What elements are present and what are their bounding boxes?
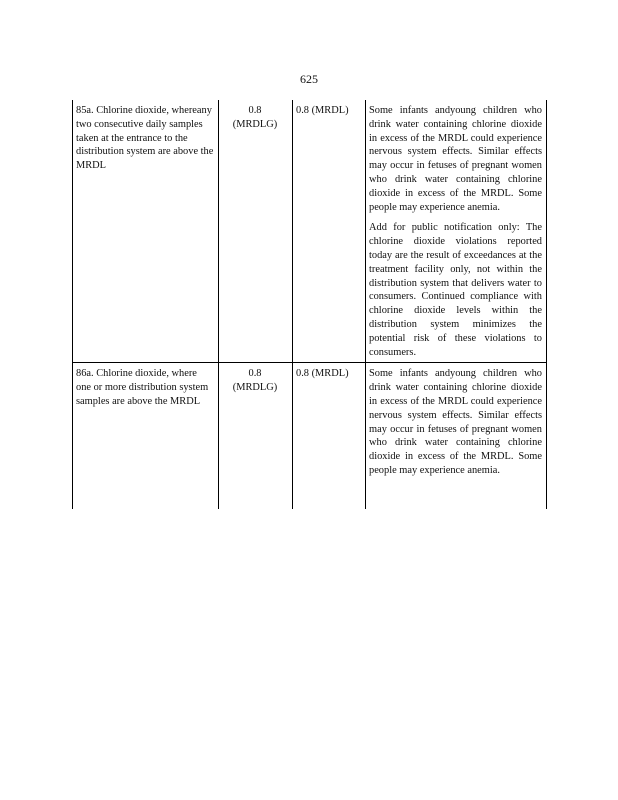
health-effects-cell (366, 100, 547, 363)
mrdlg-cell (219, 100, 293, 363)
table-row (73, 363, 547, 510)
mrdlg-value: 0.8 (248, 105, 262, 116)
table-row (73, 100, 547, 363)
mrdl-cell: 0.8 (MRDL) (293, 363, 366, 510)
health-effects-cell (366, 363, 547, 510)
contaminant-cell: 85a. Chlorine dioxide, whereany two consecutive daily samples taken at the entrance to the distribution system are above the MRDL (73, 100, 219, 363)
mrdl-cell: 0.8 (MRDL) (293, 100, 366, 363)
mrdlg-cell (219, 363, 293, 510)
public-notification-text: Add for public notification only: The chlorine dioxide violations reported today are the result of exceedances at the treatment facility only, not within the distribution system that delivers water to consumers. Continued compliance with chlorine dioxide levels within the distribution system minimizes the potential risk of these violations to consumers. (369, 222, 542, 358)
mrdlg-unit: (MRDLG) (232, 382, 278, 394)
mrdlg-value: 0.8 (248, 368, 262, 380)
health-effects-text: Some infants andyoung children who drink water containing chlorine dioxide in excess of the MRDL could experience nervous system effects. Similar effects may occur in fetuses of pregnant women who drink water containing chlorine dioxide in excess of the MRDL. Some people may experience anemia. (369, 368, 542, 476)
page-number: 625 (300, 72, 318, 86)
contaminant-table (72, 100, 547, 509)
contaminant-cell: 86a. Chlorine dioxide, where one or more distribution system samples are above the MRDL (73, 363, 219, 510)
health-effects-text: Some infants andyoung children who drink water containing chlorine dioxide in excess of the MRDL could experience nervous system effects. Similar effects may occur in fetuses of pregnant women who drink water containing chlorine dioxide in excess of the MRDL. Some people may experience anemia. (369, 105, 542, 213)
mrdlg-unit: (MRDLG) (232, 118, 278, 130)
